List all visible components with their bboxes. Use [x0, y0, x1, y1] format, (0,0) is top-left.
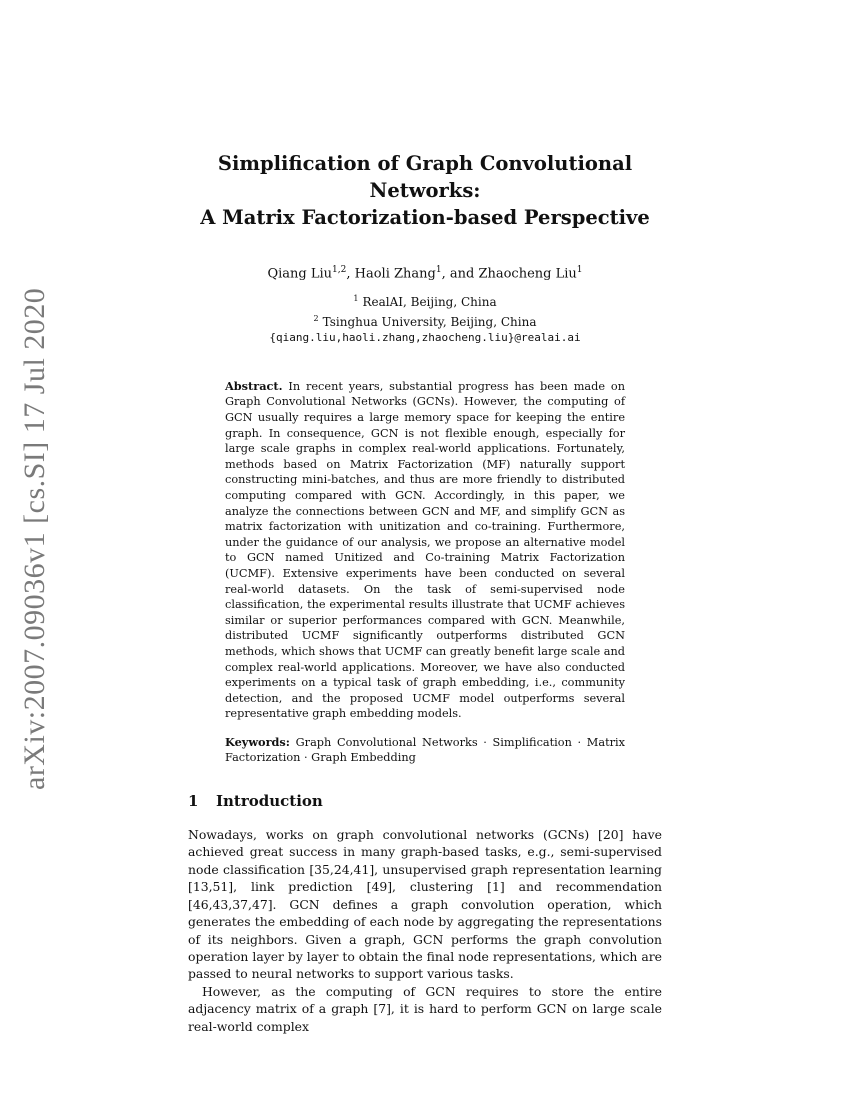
paragraph: Nowadays, works on graph convolutional networks (GCNs) [20] have achieved great success in many graph-based tasks, e.g., semi-supervised node classification [35,24,41], unsupervised graph representation learning [13,51], link prediction [49], clustering [1] and recommendation [46,43,37,47]. GCN defines a graph convolution operation, which generates the embedding of each node by aggregating the representations of its neighbors. Given a graph, GCN performs the graph convolution operation layer by layer to obtain the final node representations, which are passed to neural networks to support various tasks.	[188, 827, 662, 982]
author-separator: , and	[441, 266, 479, 282]
title-line-1: Simplification of Graph Convolutional Networks:	[217, 152, 633, 202]
keywords-label: Keywords:	[225, 734, 290, 749]
keywords-text: Graph Convolutional Networks · Simplification · Matrix Factorization · Graph Embedding	[225, 735, 626, 765]
author-name: Zhaocheng Liu	[478, 266, 577, 282]
author-separator: ,	[346, 266, 355, 282]
abstract-label: Abstract.	[225, 378, 283, 393]
author-name: Haoli Zhang	[354, 266, 436, 282]
author-name: Qiang Liu	[267, 266, 333, 282]
section-heading	[188, 792, 662, 810]
affiliation-text: Tsinghua University, Beijing, China	[322, 314, 537, 329]
affiliations	[188, 291, 662, 346]
title-line-2: A Matrix Factorization-based Perspective	[200, 206, 650, 229]
abstract	[225, 379, 625, 722]
section-body	[188, 826, 662, 1035]
paper-page	[188, 150, 662, 1035]
abstract-text: In recent years, substantial progress has been made on Graph Convolutional Networks (GCNs). However, the computing of GCN usually requires a large memory space for keeping the entire graph. In consequence, GCN is not flexible enough, especially for large scale graphs in complex real-world applications. Fortunately, methods based on Matrix Factorization (MF) naturally support constructing mini-batches, and thus are more friendly to distributed computing compared with GCN. Accordingly, in this paper, we analyze the connections between GCN and MF, and simplify GCN as matrix factorization with unitization and co-training. Furthermore, under the guidance of our analysis, we propose an alternative model to GCN named Unitized and Co-training Matrix Factorization (UCMF). Extensive experiments have been conducted on several real-world datasets. On the task of semi-supervised node classification, the experimental results illustrate that UCMF achieves similar or superior performances compared with GCN. Meanwhile, distributed UCMF significantly outperforms distributed GCN methods, which shows that UCMF can greatly benefit large scale and complex real-world applications. Moreover, we have also conducted experiments on a typical task of graph embedding, i.e., community detection, and the proposed UCMF model outperforms several representative graph embedding models.	[225, 379, 625, 721]
author-affil-sup: 1	[435, 265, 442, 275]
affiliation-line	[188, 291, 662, 311]
author-emails: {qiang.liu,haoli.zhang,zhaocheng.liu}@realai.ai	[269, 331, 581, 345]
affiliation-sup: 2	[313, 313, 319, 323]
paragraph: However, as the computing of GCN requires to store the entire adjacency matrix of a graph [7], it is hard to perform GCN on large scale real-world complex	[188, 983, 662, 1034]
arxiv-identifier: arXiv:2007.09036v1 [cs.SI] 17 Jul 2020	[18, 287, 51, 790]
affiliation-sup: 1	[353, 294, 359, 304]
affiliation-text: RealAI, Beijing, China	[362, 295, 497, 310]
affiliation-line	[188, 311, 662, 331]
keywords	[225, 735, 625, 766]
author-list	[188, 265, 662, 281]
section-title: Introduction	[216, 792, 323, 811]
author-affil-sup: 1,2	[332, 265, 347, 275]
section-number: 1	[188, 792, 199, 811]
author-affil-sup: 1	[576, 265, 583, 275]
paper-title	[188, 150, 662, 231]
